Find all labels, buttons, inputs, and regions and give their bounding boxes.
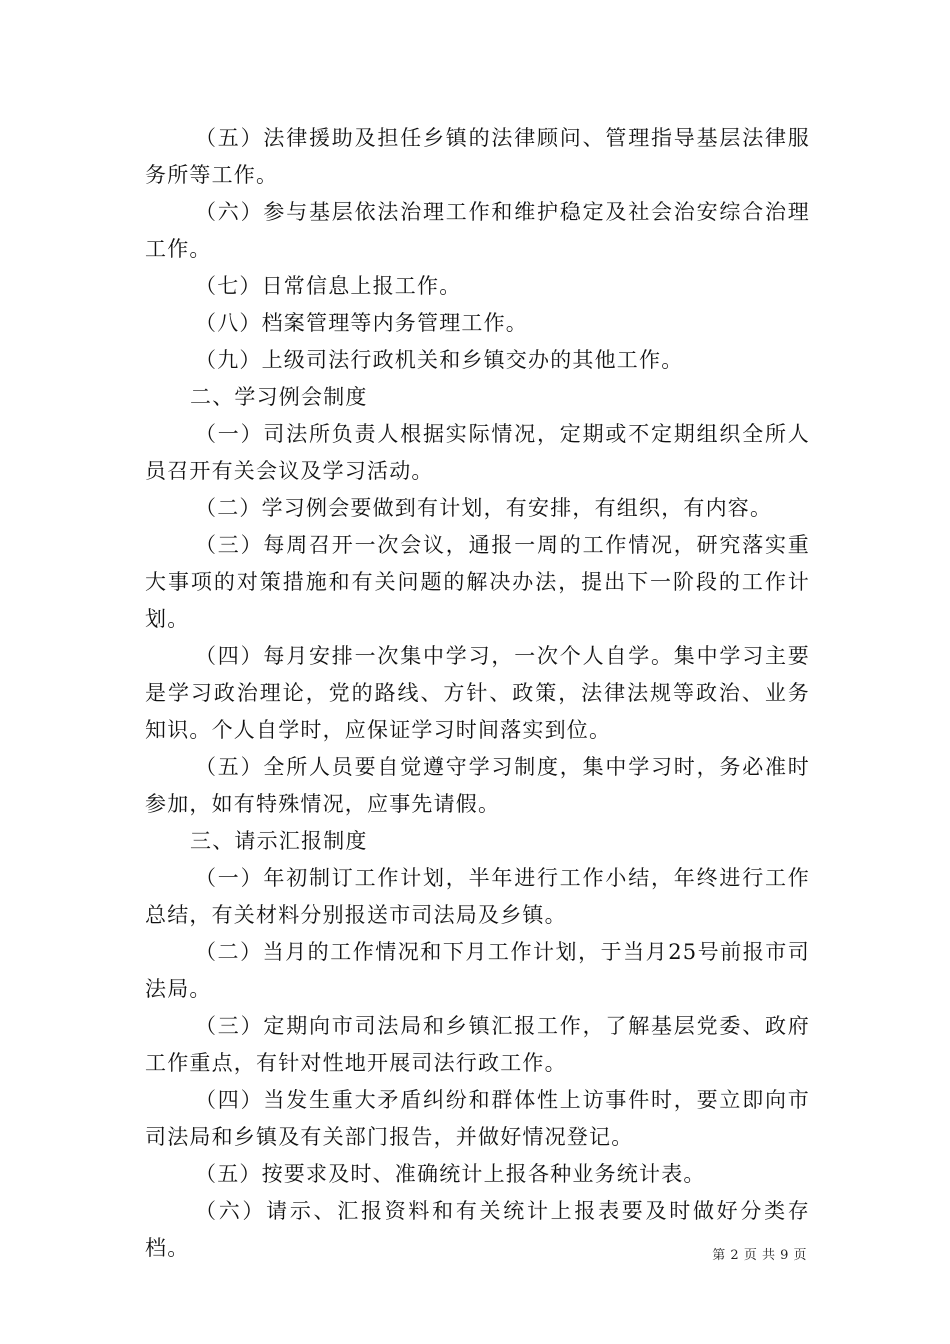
- paragraph-study-2: （二）学习例会要做到有计划，有安排，有组织，有内容。: [195, 496, 773, 520]
- paragraph-5-legal-aid: （五）法律援助及担任乡镇的法律顾问、管理指导基层法律服务所等工作。: [145, 126, 810, 187]
- paragraph-9-other-work: （九）上级司法行政机关和乡镇交办的其他工作。: [195, 348, 684, 372]
- paragraph-study-5: （五）全所人员要自觉遵守学习制度，集中学习时，务必准时参加，如有特殊情况，应事先请假。: [145, 755, 810, 816]
- paragraph-8-archives: （八）档案管理等内务管理工作。: [195, 311, 528, 335]
- paragraph-report-2: （二）当月的工作情况和下月工作计划，于当月25号前报市司法局。: [145, 940, 810, 1001]
- paragraph-report-4: （四）当发生重大矛盾纠纷和群体性上访事件时，要立即向市司法局和乡镇及有关部门报告，并做好情况登记。: [145, 1088, 810, 1149]
- document-body: [145, 120, 810, 1267]
- paragraph-study-4: （四）每月安排一次集中学习，一次个人自学。集中学习主要是学习政治理论，党的路线、方针、政策，法律法规等政治、业务知识。个人自学时，应保证学习时间落实到位。: [145, 644, 810, 742]
- paragraph-study-1: （一）司法所负责人根据实际情况，定期或不定期组织全所人员召开有关会议及学习活动。: [145, 422, 810, 483]
- paragraph-report-5: （五）按要求及时、准确统计上报各种业务统计表。: [195, 1162, 706, 1186]
- paragraph-report-3: （三）定期向市司法局和乡镇汇报工作，了解基层党委、政府工作重点，有针对性地开展司法行政工作。: [145, 1014, 810, 1075]
- paragraph-study-3: （三）每周召开一次会议，通报一周的工作情况，研究落实重大事项的对策措施和有关问题的解决办法，提出下一阶段的工作计划。: [145, 533, 810, 631]
- page-number-footer: 第 2 页 共 9 页: [712, 1248, 807, 1263]
- paragraph-7-info-report: （七）日常信息上报工作。: [195, 274, 462, 298]
- paragraph-report-6: （六）请示、汇报资料和有关统计上报表要及时做好分类存档。: [145, 1199, 810, 1260]
- section-heading-study-meeting: 二、学习例会制度: [190, 385, 368, 409]
- paragraph-report-1: （一）年初制订工作计划，半年进行工作小结，年终进行工作总结，有关材料分别报送市司法局及乡镇。: [145, 866, 810, 927]
- section-heading-report: 三、请示汇报制度: [190, 829, 368, 853]
- paragraph-6-governance: （六）参与基层依法治理工作和维护稳定及社会治安综合治理工作。: [145, 200, 810, 261]
